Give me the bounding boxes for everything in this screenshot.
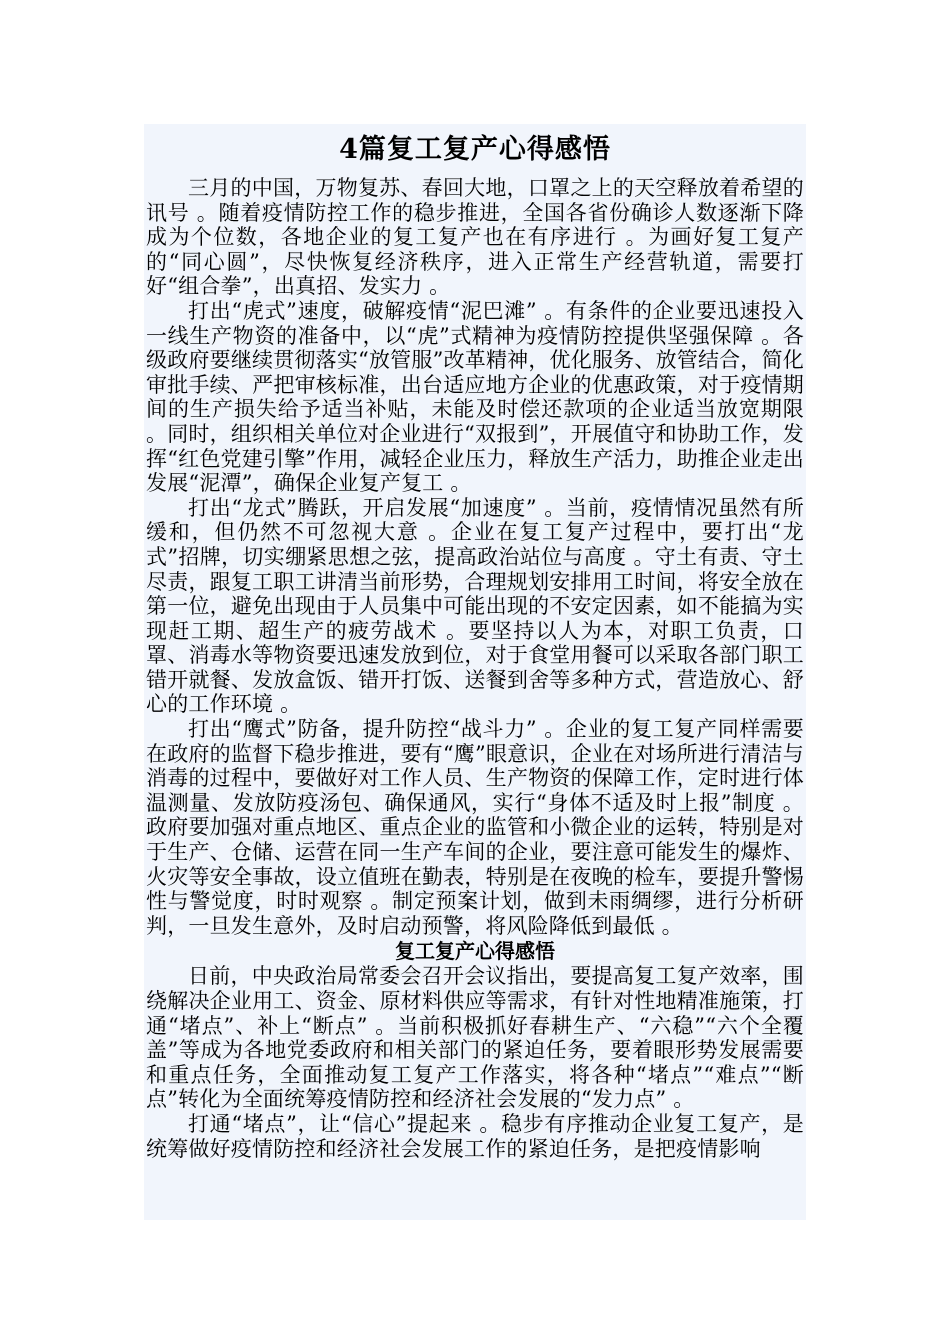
paragraph: 打出“鹰式”防备，提升防控“战斗力” 。企业的复工复产同样需要在政府的监督下稳步推进，要有“鹰”眼意识，企业在对场所进行清洁与消毒的过程中，要做好对工作人员、生产物资的保障工作，定时进行体温测量、发放防疫汤包、确保通风，实行“身体不适及时上报”制度 。政府要加强对重点地区、重点企业的监管和小微企业的运转，特别是对于生产、仓储、运营在同一生产车间的企业，要注意可能发生的爆炸、火灾等安全事故，设立值班在勤表，特别是在夜晚的检车，要提升警惕性与警觉度，时时观察 。制定预案计划，做到未雨绸缪，进行分析研判，一旦发生意外，及时启动预警，将风险降低到最低 。 [146,717,804,938]
paragraph: 打出“龙式”腾跃，开启发展“加速度” 。当前，疫情情况虽然有所缓和，但仍然不可忽视大意 。企业在复工复产过程中，要打出“龙式”招牌，切实绷紧思想之弦，提高政治站位与高度 。守土有责、守土尽责，跟复工职工讲清当前形势，合理规划安排用工时间，将安全放在第一位，避免出现由于人员集中可能出现的不安定因素，如不能搞为实现赶工期、超生产的疲劳战术 。要坚持以人为本，对职工负责，口罩、消毒水等物资要迅速发放到位，对于食堂用餐可以采取各部门职工错开就餐、发放盒饭、错开打饭、送餐到舍等多种方式，营造放心、舒心的工作环境 。 [146,495,804,717]
document-body [144,124,806,1220]
section-title: 复工复产心得感悟 [395,939,555,964]
paragraph: 打通“堵点”，让“信心”提起来 。稳步有序推动企业复工复产，是统筹做好疫情防控和经济社会发展工作的紧迫任务，是把疫情影响 [146,1111,804,1161]
paragraph: 日前，中央政治局常委会召开会议指出，要提高复工复产效率，围绕解决企业用工、资金、原材料供应等需求，有针对性地精准施策，打通“堵点”、补上“断点” 。当前积极抓好春耕生产、“六稳”“六个全覆盖”等成为各地党委政府和相关部门的紧迫任务，要着眼形势发展需要和重点任务，全面推动复工复产工作落实，将各种“堵点”“难点”“断点”转化为全面统筹疫情防控和经济社会发展的“发力点” 。 [146,964,804,1112]
paragraph: 三月的中国，万物复苏、春回大地，口罩之上的天空释放着希望的讯号 。随着疫情防控工作的稳步推进，全国各省份确诊人数逐渐下降成为个位数，各地企业的复工复产也在有序进行 。为画好复工复产的“同心圆”，尽快恢复经济秩序，进入正常生产经营轨道，需要打好“组合拳”，出真招、发实力 。 [146,176,804,299]
paragraph: 打出“虎式”速度，破解疫情“泥巴滩” 。有条件的企业要迅速投入一线生产物资的准备中，以“虎”式精神为疫情防控提供坚强保障 。各级政府要继续贯彻落实“放管服”改革精神，优化服务、放管结合，简化审批手续、严把审核标准，出台适应地方企业的优惠政策，对于疫情期间的生产损失给予适当补贴，未能及时偿还款项的企业适当放宽期限 。同时，组织相关单位对企业进行“双报到”，开展值守和协助工作，发挥“红色党建引擎”作用，减轻企业压力，释放生产活力，助推企业走出发展“泥潭”，确保企业复产复工 。 [146,298,804,496]
document-title: 4篇复工复产心得感悟 [339,134,611,165]
